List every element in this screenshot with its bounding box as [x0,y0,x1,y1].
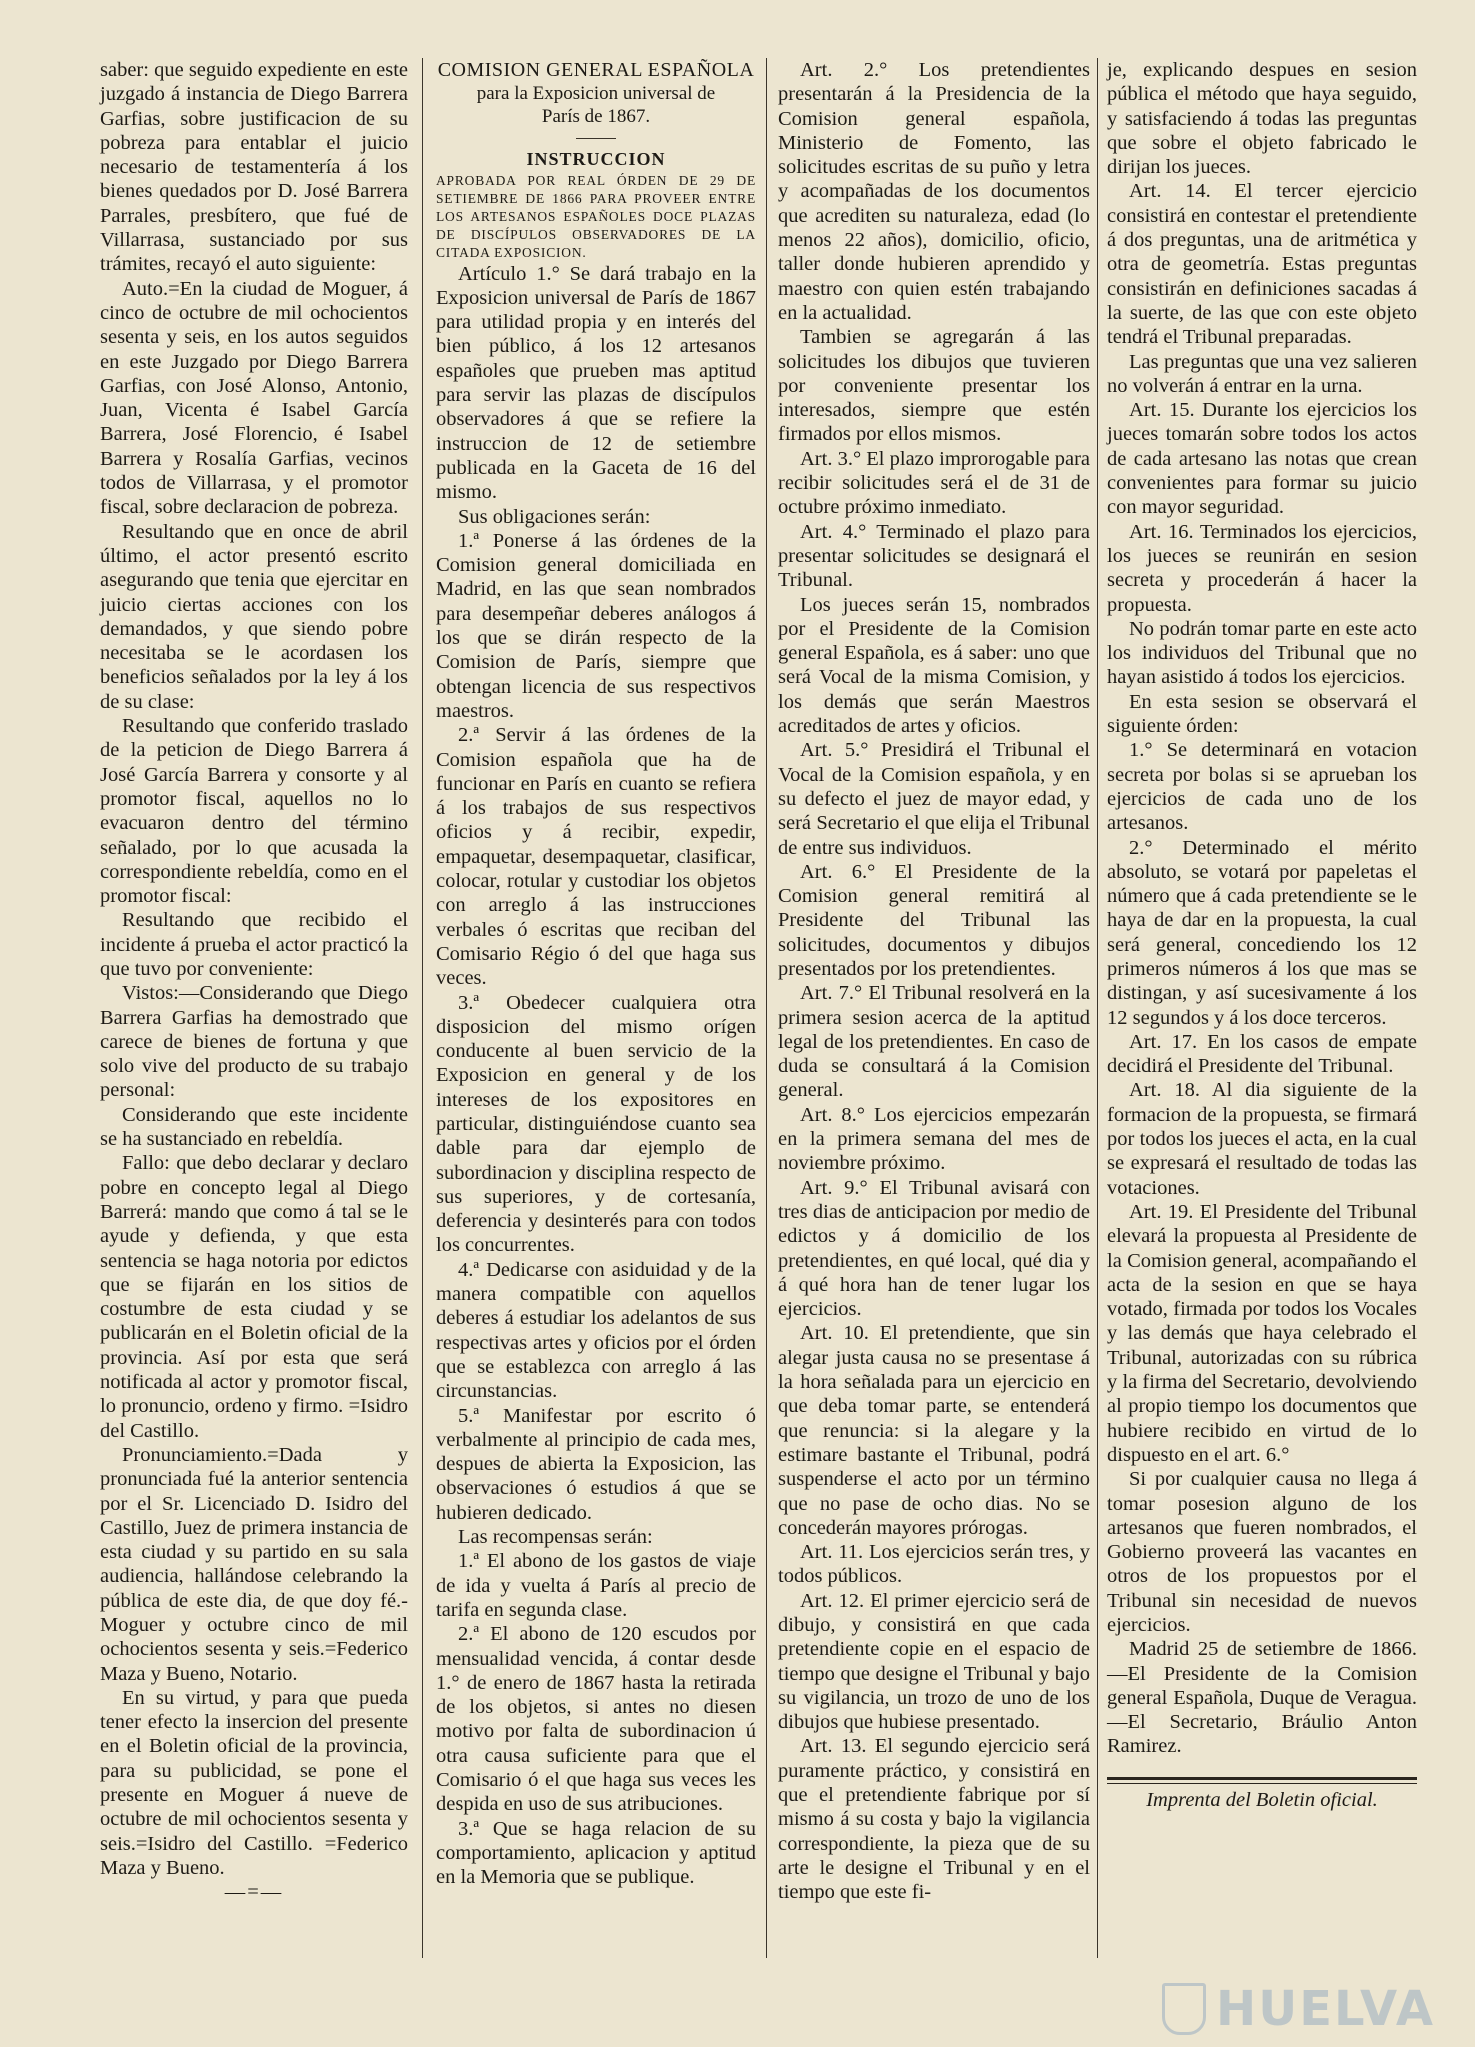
paragraph: Las preguntas que una vez salieren no volverán á entrar en la urna. [1107,350,1417,397]
paragraph: Art. 16. Terminados los ejercicios, los jueces se reunirán en sesion secreta y procederán á hacer la propuesta. [1107,520,1417,616]
paragraph: Art. 7.° El Tribunal resolverá en la primera sesion acerca de la aptitud legal de los pretendientes. En caso de duda se consultará á la Comision general. [778,982,1090,1102]
paragraph: je, explicando despues en sesion pública el método que haya seguido, y satisfaciendo á todas las preguntas que sobre el objeto fabricado le dirijan los jueces. [1107,59,1417,179]
paragraph: 1.° Se determinará en votacion secreta por bolas si se aprueban los ejercicios de cada uno de los artesanos. [1107,739,1417,835]
section-subtitle: París de 1867. [541,106,651,128]
paragraph: En su virtud, y para que pueda tener efecto la insercion del presente en el Boletin oficial de la provincia, para su publicidad, se pone el presente en Moguer á nueve de octubre de mil ochocientos sesenta y seis.=Isidro del Castillo. =Federico Maza y Bueno. [100,1686,408,1879]
paragraph: Considerando que este incidente se ha sustanciado en rebeldía. [100,1103,408,1151]
paragraph: Fallo: que debo declarar y declaro pobre en concepto legal al Diego Barrerá: mando que como á tal se le ayude y defienda, y que esta sentencia se haga notoria por edictos que se fijarán en los sitios de costumbre de esta ciudad y se publicarán en el Boletin oficial de la provincia. Así por esta que será notificada al actor y promotor fiscal, lo pronuncio, ordeno y firmo. =Isidro del Castillo. [100,1152,408,1442]
paragraph: Art. 19. El Presidente del Tribunal elevará la propuesta al Presidente de la Comision general, acompañando el acta de la sesion en que se haya votado, firmada por todos los Vocales y las demás que haya celebrado el Tribunal, autorizadas con su rúbrica y la firma del Secretario, devolviendo al propio tiempo los documentos que hubiere recibido en virtud de lo dispuesto en el art. 6.° [1107,1200,1417,1466]
watermark-text: HUELVA [1216,1981,1435,2037]
paragraph: Sus obligaciones serán: [458,505,651,528]
paragraph: Art. 12. El primer ejercicio será de dibujo, y consistirá en que cada pretendiente copie en el espacio de tiempo que designe el Tribunal y bajo su vigilancia, un trozo de uno de los dibujos que hubiese presentado. [778,1589,1090,1734]
paragraph: Las recompensas serán: [458,1526,653,1549]
paragraph: Art. 17. En los casos de empate decidirá el Presidente del Tribunal. [1107,1030,1417,1078]
paragraph: 3.ª Que se haga relacion de su comportamiento, aplicacion y aptitud en la Memoria que se publique. [436,1817,756,1889]
paragraph: 2.ª El abono de 120 escudos por mensualidad vencida, á contar desde 1.° de enero de 1867 hasta la retirada de los objetos, si antes no diesen motivo por falta de subordinacion ú otra causa suficiente para que el Comisario ó el que haga sus veces les despida en uso de sus atribuciones. [436,1623,756,1816]
double-rule [1107,1777,1417,1784]
paragraph: Resultando que conferido traslado de la peticion de Diego Barrera á José García Barrera y consorte y al promotor fiscal, aquellos no lo evacuaron dentro del término señalado, por lo que acusada la correspondiente rebeldía, como en el promotor fiscal: [100,715,408,908]
paragraph: 1.ª El abono de los gastos de viaje de ida y vuelta á París al precio de tarifa en segunda clase. [436,1550,756,1621]
column-2 [436,58,756,1889]
shield-icon [1162,1983,1206,2035]
paragraph: Los jueces serán 15, nombrados por el Presidente de la Comision general Española, es á saber: uno que será Vocal de la misma Comision, y los demás que serán Maestros acreditados de artes y oficios. [778,593,1090,738]
paragraph: Art. 9.° El Tribunal avisará con tres dias de anticipacion por medio de edictos y á domicilio de los pretendientes, en qué local, qué dia y á qué hora han de tener lugar los ejercicios. [778,1176,1090,1321]
paragraph: Auto.=En la ciudad de Moguer, á cinco de octubre de mil ochocientos sesenta y seis, en los autos seguidos en este Juzgado por Diego Barrera Garfias, con José Alonso, Antonio, Juan, Vicenta é Isabel García Barrera, José Florencio, é Isabel Barrera y Rosalía Garfias, vecinos todos de Villarrasa, y el promotor fiscal, sobre declaracion de pobreza. [100,277,408,519]
paragraph: Pronunciamiento.=Dada y pronunciada fué la anterior sentencia por el Sr. Licenciado D. Isidro del Castillo, Juez de primera instancia de esta ciudad y su partido en su sala audiencia, hallándose celebrando la pública de este dia, de que doy fé.-Moguer y octubre cinco de mil ochocientos sesenta y seis.=Federico Maza y Bueno, Notario. [100,1443,408,1685]
paragraph: Art. 5.° Presidirá el Tribunal el Vocal de la Comision española, y en su defecto el juez de mayor edad, y será Secretario el que elija el Tribunal de entre sus individuos. [778,739,1090,859]
paragraph: Art. 4.° Terminado el plazo para presentar solicitudes se designará el Tribunal. [778,520,1090,592]
column-divider [422,58,423,1958]
paragraph: 5.ª Manifestar por escrito ó verbalmente al principio de cada mes, despues de abierta la Exposicion, las observaciones ó estudios á que se hubieren dedicado. [436,1404,756,1524]
paragraph: No podrán tomar parte en este acto los individuos del Tribunal que no hayan asistido á todos los ejercicios. [1107,617,1417,689]
paragraph: 4.ª Dedicarse con asiduidad y de la manera compatible con aquellos deberes á estudiar los adelantos de sus respectivas artes y oficios por el órden que se establezca con arreglo á las circunstancias. [436,1258,756,1403]
paragraph: En esta sesion se observará el siguiente órden: [1107,690,1417,738]
paragraph: Art. 6.° El Presidente de la Comision general remitirá al Presidente del Tribunal las solicitudes, documentos y dibujos presentados por los pretendientes. [778,860,1090,980]
paragraph: Tambien se agregarán á las solicitudes los dibujos que tuvieren por conveniente presentar los interesados, siempre que estén firmados por ellos mismos. [778,326,1090,446]
paragraph: Art. 15. Durante los ejercicios los jueces tomarán sobre todos los actos de cada artesano las notas que crean convenientes para formar su juicio con mayor seguridad. [1107,399,1417,519]
column-3 [778,58,1090,1905]
column-divider [1097,58,1098,1958]
column-divider [766,58,767,1958]
paragraph: Art. 8.° Los ejercicios empezarán en la primera semana del mes de noviembre próximo. [778,1103,1090,1175]
paragraph: Si por cualquier causa no llega á tomar posesion alguno de los artesanos que fueren nombrados, el Gobierno proveerá las vacantes en otros de los propuestos por el Tribunal sin necesidad de nuevos ejercicios. [1107,1468,1417,1636]
paragraph: Art. 2.° Los pretendientes presentarán á la Presidencia de la Comision general española, Ministerio de Fomento, las solicitudes escritas de su puño y letra y acompañadas de los documentos que acrediten su naturaleza, edad (lo menos 22 años), domicilio, oficio, taller donde hubieren aprendido y maestro con quien estén trabajando en la actualidad. [778,59,1090,324]
column-1 [100,58,408,1905]
section-subtitle: para la Exposicion universal de [476,83,716,105]
paragraph: Art. 10. El pretendiente, que sin alegar justa causa no se presentase á la hora señalada para un ejercicio en que deba tomar parte, se entenderá que renuncia: si la alegare y la estimare bastante el Tribunal, podrá suspenderse el acto por un término que no pase de ocho dias. No se concederán mayores prórogas. [778,1322,1090,1539]
paragraph: Vistos:—Considerando que Diego Barrera Garfias ha demostrado que carece de bienes de fortuna y que solo vive del producto de su trabajo personal: [100,982,408,1102]
column-4 [1107,58,1417,1812]
paragraph: saber: que seguido expediente en este juzgado á instancia de Diego Barrera Garfias, sobre justificacion de su pobreza para entablar el juicio necesario de testamentería á los bienes quedados por D. José Barrera Parrales, presbítero, que fué de Villarrasa, sustanciado por sus trámites, recayó el auto siguiente: [100,59,408,276]
paragraph: Art. 14. El tercer ejercicio consistirá en contestar el pretendiente á dos preguntas, una de aritmética y otra de geometría. Estas preguntas consistirán en definiciones sacadas á la suerte, de las que con este objeto tendrá el Tribunal preparadas. [1107,180,1417,349]
paragraph: Resultando que en once de abril último, el actor presentó escrito asegurando que tenia que ejercitar en juicio ciertas acciones con los demandados, y que siendo pobre necesitaba se le acordasen los beneficios señalados por la ley á los de su clase: [100,520,408,713]
imprint: Imprenta del Boletin oficial. [1146,1788,1378,1811]
watermark [1162,1983,1435,2035]
paragraph: Madrid 25 de setiembre de 1866. —El Presidente de la Comision general Española, Duque de Veragua.—El Secretario, Bráulio Anton Ramirez. [1107,1638,1417,1758]
preamble: APROBADA POR REAL ÓRDEN DE 29 DE SETIEMBRE DE 1866 PARA PROVEER ENTRE LOS ARTESANOS ESPAÑOLES DOCE PLAZAS DE DISCÍPULOS OBSERVADORES DE LA CITADA EXPOSICION. [436,172,756,260]
paragraph: Art. 3.° El plazo improrogable para recibir solicitudes será el de 31 de octubre próximo inmediato. [778,447,1090,519]
short-rule [576,138,616,139]
paragraph: 2.° Determinado el mérito absoluto, se votará por papeletas el número que á cada pretendiente se le haya de dar en la propuesta, la cual será general, concediendo los 12 primeros números á los que mas se distingan, y así sucesivamente á los 12 segundos y á los doce terceros. [1107,836,1417,1029]
paragraph: 3.ª Obedecer cualquiera otra disposicion del mismo orígen conducente al buen servicio de la Exposicion en general y de los intereses de los expositores en particular, distinguiéndose cuanto sea dable para dar ejemplo de subordinacion y disciplina respecto de sus superiores, y de cortesanía, deferencia y desinterés para con todos los concurrentes. [436,991,756,1257]
paragraph: Art. 18. Al dia siguiente de la formacion de la propuesta, se firmará por todos los jueces el acta, en la cual se expresará el resultado de todas las votaciones. [1107,1079,1417,1199]
paragraph: 2.ª Servir á las órdenes de la Comision española que ha de funcionar en París en cuanto se refiera á los trabajos de sus respectivos oficios y á recibir, expedir, empaquetar, desempaquetar, clasificar, colocar, rotular y custodiar los objetos con arreglo á las instrucciones verbales ó escritas que reciban del Comisario Régio ó del que haga sus veces. [436,724,756,990]
paragraph: Resultando que recibido el incidente á prueba el actor practicó la que tuvo por conveniente: [100,909,408,980]
end-mark: —=— [224,1881,284,1904]
paragraph: Art. 11. Los ejercicios serán tres, y todos públicos. [778,1541,1090,1588]
paragraph: Artículo 1.° Se dará trabajo en la Exposicion universal de París de 1867 para utilidad propia y en interés del bien público, á los 12 artesanos españoles que prueben mas aptitud para servir las plazas de discípulos observadores á que se refiere la instruccion de 12 de setiembre publicada en la Gaceta de 16 del mismo. [436,262,756,504]
section-title: COMISION GENERAL ESPAÑOLA [437,59,755,81]
paragraph: Art. 13. El segundo ejercicio será puramente práctico, y consistirá en que el pretendiente fabrique por sí mismo á su costa y bajo la vigilancia correspondiente, la pieza que de su arte le designe el Tribunal y en el tiempo que este fi- [778,1735,1090,1904]
paragraph: 1.ª Ponerse á las órdenes de la Comision general domiciliada en Madrid, en las que sean nombrados para desempeñar deberes análogos á los que se dirán respecto de la Comision de París, siempre que obtengan licencia de sus respectivos maestros. [436,529,756,722]
instruction-heading: INSTRUCCION [526,149,666,170]
